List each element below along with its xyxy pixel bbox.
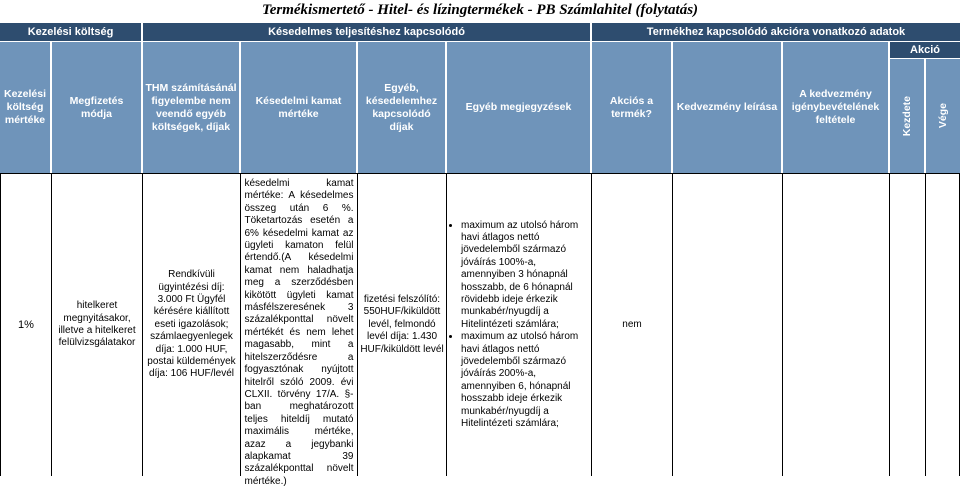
cell-akcios: nem [622, 318, 642, 330]
cell-kesedelmi-kamat: késedelmi kamat mértéke: A késedelmes összeg után 6 %. Töketartozás esetén a 6% késedelmi kamat az ügyleti kamaton felül értendő.(A késedelmi kamat nem haladhatja meg a szerződésben kikötött ügyleti kamat másfélszeresének 3 százalékponttal növelt mértékét és nem lehet magasabb, mint a hitelszerződésre a fogyasztónak nyújtott hitelről szóló 2009. évi CLXII. törvény 17/A. §-ban meghatározott teljes hiteldíj mutató maximális mértéke, azaz a jegybanki alapkamat 39 százalékponttal növelt mértéke.) [244, 178, 354, 487]
col-header-vege: Vége [926, 59, 960, 173]
cell-vege [926, 174, 959, 476]
col-header-fizetes-modja: Megfizetés módja [52, 42, 141, 173]
col-header-akcios: Akciós a termék? [592, 42, 671, 173]
col-header-kezdete: Kezdete [890, 59, 924, 173]
list-item: • maximum az utolsó három havi átlagos nettó jövedelemből származó jóváírás 100%-a, amennyiben 3 hónapnál hosszabb, de 6 hónapnál rövidebb ideje érkezik munkabér/nyugdíj a Hitelintézeti számlára; [461, 220, 589, 332]
cell-kedvezmeny-leiras [673, 174, 782, 476]
col-header-kesedelmi-kamat: Késedelmi kamat mértéke [241, 42, 356, 173]
group-header-kezelesi: Kezelési költség [0, 23, 141, 41]
col-header-thm: THM számításánál figyelembe nem veendő egyéb költségek, díjak [143, 42, 239, 173]
megjegyzesek-list [449, 220, 589, 431]
list-item: • maximum az utolsó három havi átlagos nettó jövedelemből származó jóváírás 200%-a, amennyiben 6, hónapnál hosszabb ideje érkezik munkabér/nyugdíj a Hitelintézeti számlára; [461, 331, 589, 430]
col-header-megjegyzesek: Egyéb megjegyzések [447, 42, 590, 173]
col-header-kezelesi-merteke: Kezelési költség mértéke [0, 42, 50, 173]
cell-egyeb-dijak: fizetési felszólító: 550HUF/kiküldött levél, felmondó levél díja: 1.430 HUF/kiküldött levél [360, 293, 444, 355]
product-table [0, 23, 960, 487]
col-header-kedvezmeny-leiras: Kedvezmény leírása [673, 42, 781, 173]
col-header-kedvezmeny-feltetel: A kedvezmény igénybevételének feltétele [783, 42, 888, 173]
group-header-kesedelmes: Késedelmes teljesítéshez kapcsolódó [143, 23, 590, 41]
cell-fizetes-modja: hitelkeret megnyitásakor, illetve a hitelkeret felülvizsgálatakor [58, 300, 136, 349]
col-header-egyeb-dijak: Egyéb, késedelemhez kapcsolódó díjak [358, 42, 445, 173]
group-header-akcio: Akció [890, 42, 960, 58]
cell-kedvezmeny-feltetel [783, 174, 889, 476]
document-title: Termékismertető - Hitel- és lízingtermékek - PB Számlahitel (folytatás) [261, 2, 699, 18]
cell-megjegyzesek [447, 174, 591, 476]
cell-thm: Rendkívüli ügyintézési díj: 3.000 Ft Ügyfél kérésére kiállított eseti igazolások; számlaegyenlegek díja: 1.000 HUF, postai küldemények díja: 106 HUF/levél [147, 269, 236, 380]
cell-kezdete [890, 174, 925, 476]
cell-kezelesi-merteke: 1% [18, 318, 34, 331]
group-header-termekhez: Termékhez kapcsolódó akcióra vonatkozó adatok [592, 23, 960, 41]
